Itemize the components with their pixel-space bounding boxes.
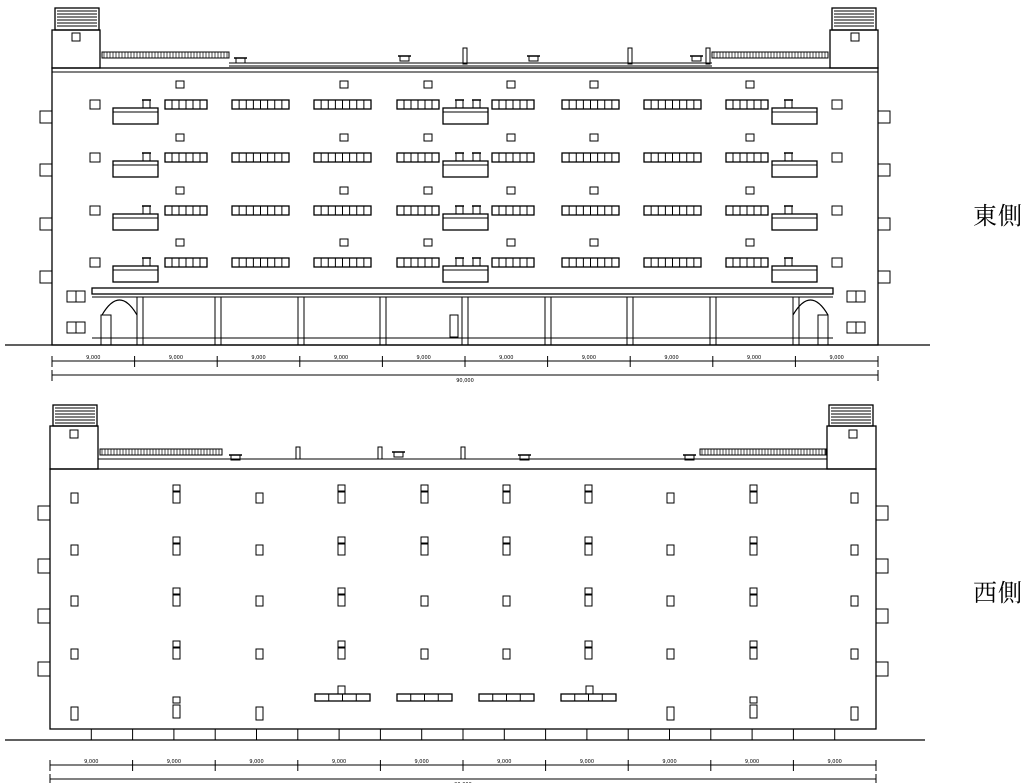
window (256, 545, 263, 555)
east-arcade (67, 288, 865, 345)
ground-strip-window (315, 694, 370, 701)
window-lower (421, 544, 428, 555)
window-lower (338, 595, 345, 606)
side-balcony-left (38, 609, 50, 623)
upper-small-window (746, 239, 754, 246)
window-upper (503, 485, 510, 491)
balcony-door (456, 258, 463, 266)
dimension-label: 9,000 (84, 759, 99, 765)
window-strip (492, 153, 534, 162)
window (71, 545, 78, 555)
dimension-label: 9,000 (744, 759, 760, 765)
side-balcony-left (38, 662, 50, 676)
window (421, 649, 428, 659)
window-lower (338, 544, 345, 555)
window-lower (503, 544, 510, 555)
east-dimension-strip (52, 355, 878, 384)
roof-rail-right (712, 52, 828, 58)
dimension-label: 9,000 (251, 355, 266, 361)
upper-small-window (176, 239, 184, 246)
side-balcony-right (876, 506, 888, 520)
window-upper (503, 537, 510, 543)
upper-small-window (507, 81, 515, 88)
stair-tower-left (50, 426, 98, 469)
window-upper (585, 485, 592, 491)
window (667, 545, 674, 555)
balcony-rail (443, 161, 488, 177)
upper-small-window (424, 134, 432, 141)
window-upper (585, 641, 592, 647)
window (71, 707, 78, 720)
upper-small-window (340, 239, 348, 246)
balcony-rail (113, 214, 158, 230)
balcony-door (143, 206, 150, 214)
window-lower (750, 544, 757, 555)
window-lower (503, 492, 510, 503)
window (256, 707, 263, 720)
rail-bar (102, 52, 229, 58)
dimension-label: 9,000 (581, 355, 597, 361)
west-dimension-strip (50, 759, 876, 783)
small-window (90, 153, 100, 162)
side-balcony-left (40, 111, 52, 123)
small-window (90, 100, 100, 109)
window-strip (726, 258, 768, 267)
window (503, 649, 510, 659)
window-strip (644, 100, 701, 109)
window-strip (232, 258, 289, 267)
window-lower (750, 648, 757, 659)
dimension-label: 9,000 (497, 759, 512, 765)
window-upper (585, 588, 592, 594)
vent-right (849, 430, 857, 438)
balcony-rail (443, 108, 488, 124)
west-floor-1 (71, 485, 858, 503)
upper-small-window (507, 239, 515, 246)
window-upper (173, 588, 180, 594)
window-strip (314, 100, 371, 109)
balcony-rail (113, 108, 158, 124)
balcony-door (456, 206, 463, 214)
stair-tower-left (52, 30, 100, 68)
window-strip (644, 258, 701, 267)
dimension-label: 9,000 (168, 355, 184, 361)
window-upper (173, 697, 180, 703)
window-upper (173, 485, 180, 491)
side-balcony-left (40, 164, 52, 176)
balcony-rail (443, 266, 488, 282)
dimension-label: 9,000 (827, 759, 842, 765)
balcony-left (113, 206, 158, 230)
balcony-center (443, 258, 488, 282)
balcony-door (456, 153, 463, 161)
east-elevation-label: 東側 (973, 202, 1023, 230)
dimension-label: 9,000 (662, 759, 677, 765)
vent-right (851, 33, 859, 41)
east-floor-3 (90, 187, 842, 230)
roof-post (706, 48, 710, 64)
balcony-rail (443, 214, 488, 230)
window-lower (338, 492, 345, 503)
balcony-right (772, 258, 817, 282)
dimension-label: 9,000 (333, 355, 349, 361)
ground-strip-window (397, 694, 452, 701)
window-lower (585, 544, 592, 555)
dimension-label: 9,000 (579, 759, 595, 765)
dimension-label: 9,000 (414, 759, 429, 765)
stair-tower-right (830, 30, 878, 68)
balcony-rail (772, 161, 817, 177)
window (667, 707, 674, 720)
dimension-label: 9,000 (416, 355, 431, 361)
upper-small-window (340, 187, 348, 194)
upper-small-window (424, 81, 432, 88)
window-strip (397, 153, 439, 162)
balcony-rail (772, 108, 817, 124)
window-strip (644, 153, 701, 162)
center-door (450, 315, 458, 337)
window-strip (165, 206, 207, 215)
window-upper (750, 485, 757, 491)
dimension-label: 9,000 (746, 355, 762, 361)
west-ground-floor (71, 686, 858, 720)
side-balcony-right (876, 609, 888, 623)
balcony-door (785, 206, 792, 214)
dimension-label: 9,000 (249, 759, 264, 765)
main-wall (50, 469, 876, 729)
dimension-label: 9,000 (331, 759, 347, 765)
balcony-center (443, 206, 488, 230)
balcony-rail (772, 266, 817, 282)
window (256, 493, 263, 503)
balcony-rail (772, 214, 817, 230)
roof-post (296, 447, 300, 459)
balcony-door (473, 258, 480, 266)
upper-small-window (340, 134, 348, 141)
entrance-door-right (818, 315, 828, 345)
window-strip (726, 100, 768, 109)
entrance-door-left (101, 315, 111, 345)
window-strip (314, 153, 371, 162)
west-elevation-label: 西側 (973, 579, 1023, 607)
upper-small-window (424, 187, 432, 194)
window-upper (338, 485, 345, 491)
window-upper (421, 537, 428, 543)
window (851, 493, 858, 503)
balcony-door (143, 100, 150, 108)
window-strip (397, 258, 439, 267)
window-strip (397, 100, 439, 109)
window-strip (397, 206, 439, 215)
balcony-center (443, 153, 488, 177)
window-strip (165, 258, 207, 267)
side-balcony-right (878, 218, 890, 230)
balcony-left (113, 258, 158, 282)
window-lower (585, 648, 592, 659)
side-balcony-right (878, 271, 890, 283)
upper-small-window (340, 81, 348, 88)
window (851, 596, 858, 606)
balcony-right (772, 206, 817, 230)
upper-small-window (590, 187, 598, 194)
dimension-label: 9,000 (86, 355, 101, 361)
window-strip (232, 153, 289, 162)
window-strip (492, 206, 534, 215)
balcony-door (785, 100, 792, 108)
balcony-door (785, 258, 792, 266)
window (851, 545, 858, 555)
side-balcony-left (38, 506, 50, 520)
upper-small-window (590, 239, 598, 246)
window-strip (644, 206, 701, 215)
window (667, 649, 674, 659)
ground-strip-window (479, 694, 534, 701)
east-floor-4 (90, 239, 842, 282)
window (667, 596, 674, 606)
balcony-right (772, 153, 817, 177)
roof-post (628, 48, 632, 64)
window-strip (492, 258, 534, 267)
roof-post (461, 447, 465, 459)
balcony-center (443, 100, 488, 124)
balcony-door (456, 100, 463, 108)
roof-unit-right (829, 405, 873, 426)
vent-left (70, 430, 78, 438)
balcony-door (473, 100, 480, 108)
window (71, 596, 78, 606)
ground-strip-window (561, 694, 616, 701)
window-upper (750, 697, 757, 703)
window-lower (173, 492, 180, 503)
window-strip (562, 258, 619, 267)
window-lower (173, 705, 180, 718)
window-upper (338, 537, 345, 543)
window-upper (421, 485, 428, 491)
rail-bar (712, 52, 828, 58)
window-strip (562, 206, 619, 215)
window-upper (338, 588, 345, 594)
stair-tower-right (827, 426, 876, 469)
small-window (832, 153, 842, 162)
window-lower (173, 648, 180, 659)
window-strip (726, 206, 768, 215)
small-window (832, 206, 842, 215)
west-floor-2 (71, 537, 858, 555)
entrance-arch (102, 300, 137, 315)
side-balcony-right (876, 559, 888, 573)
balcony-door (143, 258, 150, 266)
east-floor-2 (90, 134, 842, 177)
roof-rail-left (100, 449, 222, 455)
window (503, 596, 510, 606)
upper-small-window (176, 81, 184, 88)
east-elevation (5, 8, 930, 384)
window (71, 493, 78, 503)
upper-small-window (176, 134, 184, 141)
west-floor-4 (71, 641, 858, 659)
window-strip (562, 100, 619, 109)
window-strip (165, 100, 207, 109)
vent-left (72, 33, 80, 41)
window-strip (232, 100, 289, 109)
small-window (90, 206, 100, 215)
upper-small-window (507, 134, 515, 141)
window-lower (750, 595, 757, 606)
small-window (832, 258, 842, 267)
window (667, 493, 674, 503)
balcony-rail (113, 161, 158, 177)
upper-small-window (590, 134, 598, 141)
upper-small-window (424, 239, 432, 246)
window (71, 649, 78, 659)
balcony-door (473, 206, 480, 214)
upper-small-window (746, 81, 754, 88)
dimension-label: 9,000 (664, 355, 679, 361)
dimension-label: 9,000 (499, 355, 514, 361)
roof-rail-right (700, 449, 826, 455)
balcony-rail (113, 266, 158, 282)
window-lower (750, 492, 757, 503)
window-upper (338, 641, 345, 647)
window-upper (750, 641, 757, 647)
window-lower (585, 595, 592, 606)
upper-small-window (590, 81, 598, 88)
window-lower (173, 544, 180, 555)
window-upper (750, 588, 757, 594)
window (256, 649, 263, 659)
side-balcony-right (878, 111, 890, 123)
canopy (92, 288, 833, 294)
window-strip (232, 206, 289, 215)
balcony-left (113, 153, 158, 177)
window (421, 596, 428, 606)
balcony-left (113, 100, 158, 124)
window (851, 707, 858, 720)
entrance-arch (793, 300, 828, 315)
east-floor-1 (90, 81, 842, 124)
dimension-label: 9,000 (166, 759, 182, 765)
window-lower (173, 595, 180, 606)
upper-small-window (507, 187, 515, 194)
window-lower (750, 705, 757, 718)
balcony-right (772, 100, 817, 124)
dimension-total-label: 90,000 (456, 378, 474, 384)
window-strip (562, 153, 619, 162)
window-upper (585, 537, 592, 543)
window-lower (585, 492, 592, 503)
window (256, 596, 263, 606)
side-balcony-left (40, 218, 52, 230)
roof-post (378, 447, 382, 459)
roof-rail-left (102, 52, 229, 58)
window-strip (314, 258, 371, 267)
dimension-label: 9,000 (829, 355, 844, 361)
window-strip (165, 153, 207, 162)
window-upper (750, 537, 757, 543)
window-lower (421, 492, 428, 503)
balcony-door (785, 153, 792, 161)
ground-strip-vent (586, 686, 593, 694)
small-window (832, 100, 842, 109)
roof-post (463, 48, 467, 64)
window (851, 649, 858, 659)
roof-parapet (98, 459, 827, 469)
window-lower (338, 648, 345, 659)
side-balcony-right (878, 164, 890, 176)
balcony-door (143, 153, 150, 161)
side-balcony-left (40, 271, 52, 283)
side-balcony-left (38, 559, 50, 573)
window-upper (173, 537, 180, 543)
window-strip (726, 153, 768, 162)
small-window (90, 258, 100, 267)
window-upper (173, 641, 180, 647)
balcony-door (473, 153, 480, 161)
ground-strip-vent (338, 686, 345, 694)
window-strip (492, 100, 534, 109)
upper-small-window (176, 187, 184, 194)
roof-unit-right (832, 8, 876, 30)
west-elevation (5, 405, 925, 783)
window-strip (314, 206, 371, 215)
roof-unit-left (55, 8, 99, 30)
upper-small-window (746, 187, 754, 194)
side-balcony-right (876, 662, 888, 676)
upper-small-window (746, 134, 754, 141)
west-floor-3 (71, 588, 858, 606)
roof-unit-left (53, 405, 97, 426)
